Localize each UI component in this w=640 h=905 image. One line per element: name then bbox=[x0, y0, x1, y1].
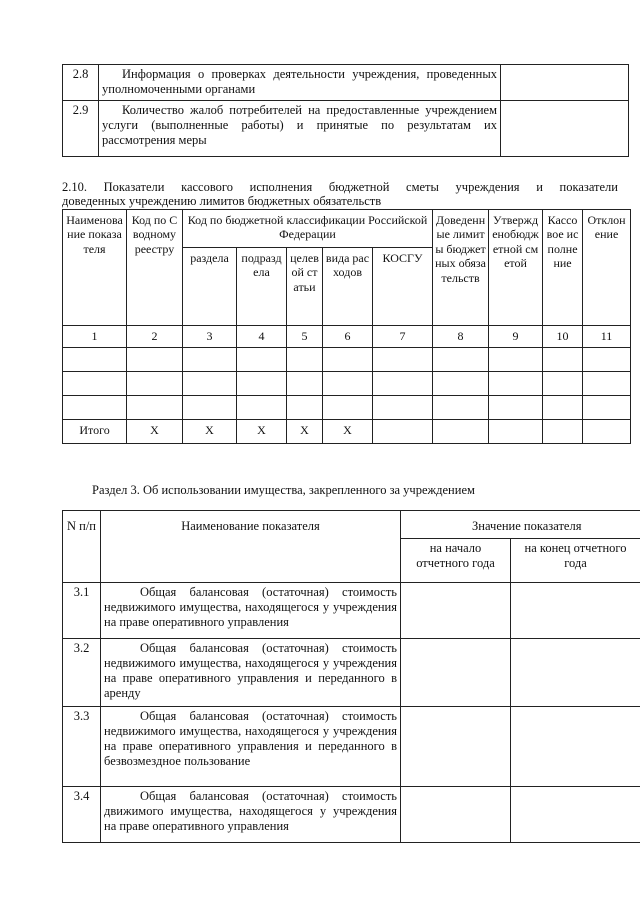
table-row bbox=[63, 101, 629, 157]
col-num: 7 bbox=[373, 326, 433, 348]
x-mark: X bbox=[237, 420, 287, 444]
row-number: 3.2 bbox=[63, 639, 101, 707]
table-row bbox=[63, 583, 640, 639]
indicators-table-top bbox=[62, 64, 629, 157]
row-text: Информация о проверках деятельности учреждения, проведенных уполномоченными органами bbox=[99, 65, 501, 101]
table-row bbox=[63, 65, 629, 101]
table-row bbox=[63, 707, 640, 787]
header-name: Наименование показателя bbox=[101, 511, 401, 583]
row-text: Общая балансовая (остаточная) стоимость недвижимого имущества, находящегося у учреждения на праве оперативного управления bbox=[101, 583, 401, 639]
column-number-row bbox=[63, 326, 631, 348]
row-text: Общая балансовая (остаточная) стоимость недвижимого имущества, находящегося у учреждения на праве оперативного управления и переданного в безвозмездное пользование bbox=[101, 707, 401, 787]
col-num: 1 bbox=[63, 326, 127, 348]
header-budget-classification: Код по бюджетной классификации Российской Федерации bbox=[183, 210, 433, 248]
row-text: Общая балансовая (остаточная) стоимость недвижимого имущества, находящегося у учреждения на праве оперативного управления и переданного в аренду bbox=[101, 639, 401, 707]
col-num: 3 bbox=[183, 326, 237, 348]
header-value: Значение показателя bbox=[401, 511, 640, 539]
row-number: 3.1 bbox=[63, 583, 101, 639]
header-deviation: Отклонение bbox=[583, 210, 631, 326]
header-vid: вида расходов bbox=[323, 248, 373, 326]
header-approved-smeta: Утвержденобюджетной сметой bbox=[489, 210, 543, 326]
header-limits: Доведенные лимиты бюджетных обязательств bbox=[433, 210, 489, 326]
x-mark: X bbox=[323, 420, 373, 444]
table-row bbox=[63, 372, 631, 396]
total-label: Итого bbox=[63, 420, 127, 444]
col-num: 10 bbox=[543, 326, 583, 348]
property-table bbox=[62, 510, 640, 843]
row-text: Количество жалоб потребителей на предоставленные учреждением услуги (выполненные работы) и принятые по результатам их рассмотрения меры bbox=[99, 101, 501, 157]
col-num: 11 bbox=[583, 326, 631, 348]
x-mark: X bbox=[127, 420, 183, 444]
table-row bbox=[63, 348, 631, 372]
x-mark: X bbox=[287, 420, 323, 444]
header-num: N п/п bbox=[63, 511, 101, 583]
section-3-title: Раздел 3. Об использовании имущества, закрепленного за учреждением bbox=[92, 483, 475, 497]
row-value bbox=[501, 101, 629, 157]
col-num: 2 bbox=[127, 326, 183, 348]
table-row bbox=[63, 639, 640, 707]
x-mark: X bbox=[183, 420, 237, 444]
header-code-register: Код по Сводному реестру bbox=[127, 210, 183, 326]
col-num: 8 bbox=[433, 326, 489, 348]
table-row bbox=[63, 396, 631, 420]
col-num: 9 bbox=[489, 326, 543, 348]
header-start-year: на начало отчетного года bbox=[401, 539, 511, 583]
row-number: 2.8 bbox=[63, 65, 99, 101]
header-end-year: на конец отчетного года bbox=[511, 539, 640, 583]
header-celevoy: целевой статьи bbox=[287, 248, 323, 326]
row-text: Общая балансовая (остаточная) стоимость движимого имущества, находящегося у учреждения на праве оперативного управления bbox=[101, 787, 401, 843]
header-row bbox=[63, 511, 640, 539]
row-number: 2.9 bbox=[63, 101, 99, 157]
paragraph-2-10-line2: доведенных учреждению лимитов бюджетных обязательств bbox=[62, 194, 382, 208]
paragraph-2-10-line1: 2.10. Показатели кассового исполнения бюджетной сметы учреждения и показатели bbox=[62, 180, 618, 194]
col-num: 6 bbox=[323, 326, 373, 348]
header-kosgu: КОСГУ bbox=[373, 248, 433, 326]
total-row bbox=[63, 420, 631, 444]
row-number: 3.4 bbox=[63, 787, 101, 843]
header-name: Наименование показателя bbox=[63, 210, 127, 326]
col-num: 5 bbox=[287, 326, 323, 348]
header-razdel: раздела bbox=[183, 248, 237, 326]
budget-execution-table bbox=[62, 209, 631, 444]
row-number: 3.3 bbox=[63, 707, 101, 787]
table-row bbox=[63, 787, 640, 843]
header-cash-execution: Кассовое исполнение bbox=[543, 210, 583, 326]
header-podrazdel: подраздела bbox=[237, 248, 287, 326]
row-value bbox=[501, 65, 629, 101]
header-row bbox=[63, 210, 631, 248]
col-num: 4 bbox=[237, 326, 287, 348]
